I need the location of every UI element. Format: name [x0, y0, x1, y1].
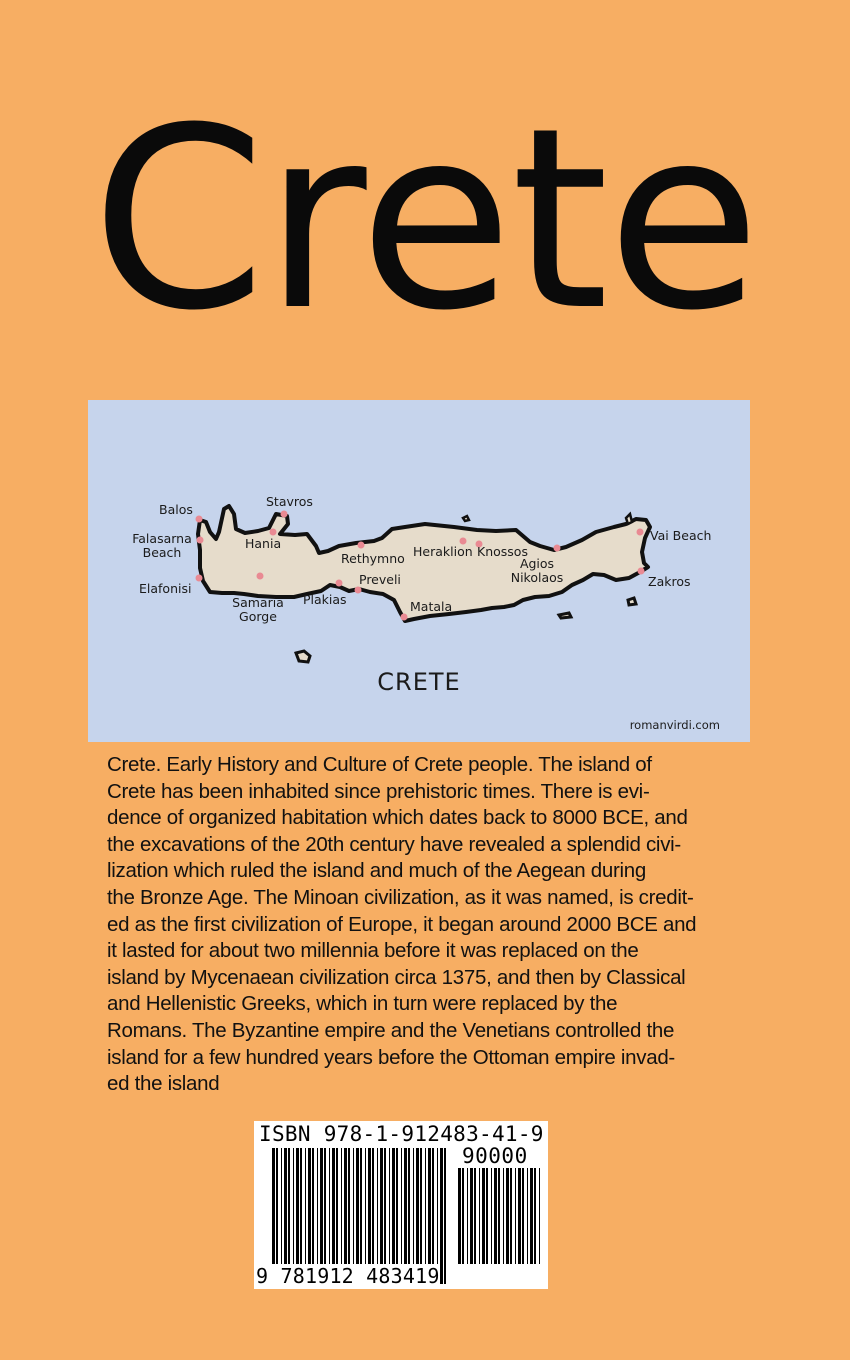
map-credit: romanvirdi.com	[629, 718, 720, 732]
description-line: ed the island	[107, 1072, 220, 1096]
marker-balos	[196, 516, 203, 523]
barcode-bar	[458, 1168, 461, 1264]
description-line: Romans. The Byzantine empire and the Venetians controlled the	[107, 1018, 675, 1042]
label-falasarna-line1: Falasarna	[132, 531, 192, 546]
barcode-bar	[486, 1168, 488, 1264]
barcode-bar	[498, 1168, 500, 1264]
label-stavros: Stavros	[266, 494, 313, 509]
marker-vai	[637, 529, 644, 536]
description-line: the Bronze Age. The Minoan civilization, as it was named, is credit-	[107, 885, 694, 909]
label-knossos: Knossos	[477, 544, 528, 559]
islet-north-1	[463, 516, 469, 521]
label-balos: Balos	[159, 502, 193, 517]
marker-agios	[554, 545, 561, 552]
label-falasarna	[132, 532, 192, 560]
isbn-text: ISBN 978-1-912483-41-9	[259, 1122, 544, 1146]
barcode-bar	[482, 1168, 485, 1264]
label-vai-beach: Vai Beach	[650, 528, 712, 543]
islet-north-2	[626, 514, 632, 524]
description-line: island for a few hundred years before the Ottoman empire invad-	[107, 1045, 675, 1069]
barcode-bar	[506, 1168, 509, 1264]
barcode-bar	[522, 1168, 524, 1264]
isbn-barcode	[254, 1121, 548, 1289]
cover-title: Crete	[91, 74, 759, 365]
description-text	[107, 752, 747, 1098]
price-code: 90000	[462, 1144, 528, 1168]
barcode-bar	[470, 1168, 473, 1264]
ean-digits: 9 781912 483419	[256, 1264, 440, 1288]
description-line: island by Mycenaean civilization circa 1375, and then by Classical	[107, 965, 686, 989]
label-samaria	[230, 596, 286, 624]
label-samaria-line2: Gorge	[239, 609, 277, 624]
islet-gavdos	[296, 651, 310, 662]
label-agios-line2: Nikolaos	[510, 570, 564, 585]
barcode-bar	[494, 1168, 497, 1264]
label-matala: Matala	[410, 599, 453, 614]
islet-east-1	[628, 598, 636, 605]
label-elafonisi: Elafonisi	[139, 581, 192, 596]
description-line: Crete has been inhabited since prehistoric times. There is evi-	[107, 779, 650, 803]
barcode-bar	[479, 1168, 480, 1264]
marker-zakros	[638, 568, 645, 575]
marker-preveli	[355, 587, 362, 594]
label-falasarna-line2: Beach	[142, 545, 182, 560]
barcode-bar	[491, 1168, 492, 1264]
label-rethymno: Rethymno	[341, 551, 405, 566]
barcode-bar	[467, 1168, 468, 1264]
marker-matala	[401, 614, 408, 621]
marker-elafonisi	[196, 575, 203, 582]
label-plakias: Plakias	[303, 592, 347, 607]
marker-hania	[270, 529, 277, 536]
crete-map	[88, 400, 750, 742]
marker-falasarna	[197, 537, 204, 544]
islet-east-2	[559, 613, 571, 618]
barcode-bar	[530, 1168, 533, 1264]
barcode-bar	[539, 1168, 540, 1264]
barcode-bar	[440, 1148, 443, 1284]
barcode-bar	[444, 1148, 446, 1284]
marker-plakias	[336, 580, 343, 587]
barcode-bar	[515, 1168, 516, 1264]
label-agios-nikolaos	[506, 557, 568, 585]
barcode-bar	[527, 1168, 528, 1264]
map-title: CRETE	[377, 668, 461, 696]
label-agios-line1: Agios	[519, 556, 555, 571]
marker-samaria	[257, 573, 264, 580]
description-line: it lasted for about two millennia before it was replaced on the	[107, 939, 639, 963]
label-zakros: Zakros	[648, 574, 691, 589]
description-line: the excavations of the 20th century have revealed a splendid civi-	[107, 832, 681, 856]
barcode-bar	[510, 1168, 512, 1264]
label-heraklion: Heraklion	[413, 544, 473, 559]
marker-stavros	[281, 511, 288, 518]
description-line: Crete. Early History and Culture of Crete people. The island of	[107, 753, 652, 776]
barcode-bar	[503, 1168, 504, 1264]
barcode-bar	[462, 1168, 464, 1264]
barcode-bar	[474, 1168, 476, 1264]
label-hania: Hania	[245, 536, 282, 551]
description-line: and Hellenistic Greeks, which in turn were replaced by the	[107, 992, 618, 1016]
label-preveli: Preveli	[359, 572, 401, 587]
label-samaria-line1: Samaria	[232, 595, 284, 610]
description-line: lization which ruled the island and much of the Aegean during	[107, 859, 646, 883]
barcode-bar	[518, 1168, 521, 1264]
barcode-bar	[534, 1168, 536, 1264]
marker-rethymno	[358, 542, 365, 549]
description-line: dence of organized habitation which dates back to 8000 BCE, and	[107, 806, 688, 830]
description-line: ed as the first civilization of Europe, it began around 2000 BCE and	[107, 912, 697, 936]
